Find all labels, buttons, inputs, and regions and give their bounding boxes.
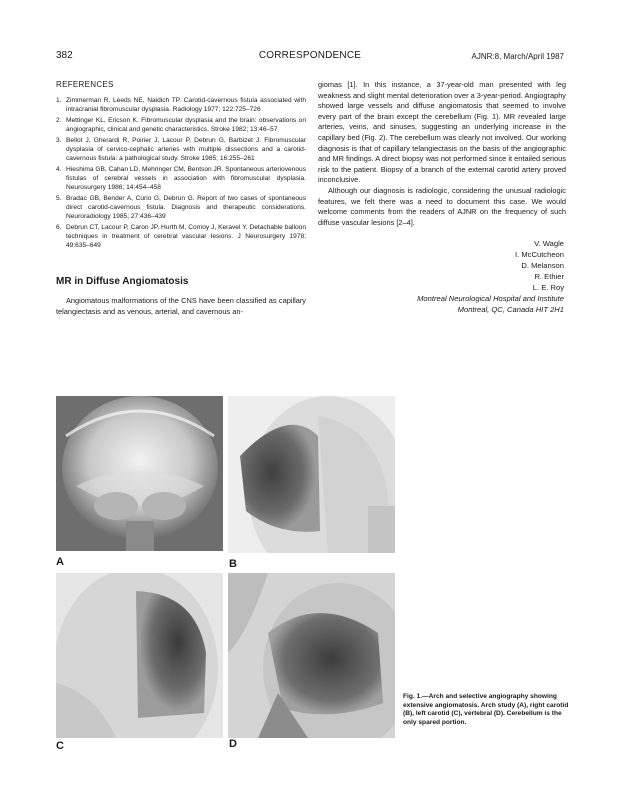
author-name: I. McCutcheon xyxy=(515,250,564,259)
angiogram-c-image xyxy=(56,573,223,738)
figure-panel-b-right-carotid xyxy=(228,396,395,553)
author-name: D. Melanson xyxy=(521,261,564,270)
author-institution: Montreal Neurological Hospital and Institute xyxy=(417,294,564,303)
reference-item: 3. Bellot J, Gherardi R, Poirier J, Lacour P, Debrun G, Barbizet J. Fibromuscular dysplasia of cervico-cephalic arteries with multiple dissections and a carotid-cavernous fistula: a pathological study. Stroke 1985; 16:255–261 xyxy=(56,137,306,162)
article-paragraph-2: Although our diagnosis is radiologic, considering the unusual radiologic features, we felt there was a need to document this case. We would welcome comments from the readers of AJNR on the frequency of such diffuse vascular lesions [2–4]. xyxy=(318,185,566,227)
author-location: Montreal, QC, Canada HIT 2H1 xyxy=(457,305,564,314)
article-paragraph-start: Angiomatous malformations of the CNS have been classified as capillary telangiectasis and as venous, arterial, and cavernous an- xyxy=(56,296,306,316)
article-right-column xyxy=(318,80,566,228)
panel-label-c: C xyxy=(56,740,64,752)
reference-item: 2. Mettinger KL, Ericson K. Fibromuscular dysplasia and the brain: observations on angiographic, clinical and genetic characteristics. Stroke 1982; 13:46–57 xyxy=(56,117,306,133)
reference-item: 5. Bradac GB, Bender A, Curio G, Debrun G. Report of two cases of spontaneous direct carotid-cavernous fistula. Diagnosis and therapeutic considerations. Neuroradiology 1985; 27:436–439 xyxy=(56,195,306,220)
panel-label-b: B xyxy=(229,558,237,570)
reference-item: 1. Zimmerman R, Leeds NE, Naidich TP. Carotid-cavernous fistula associated with intracranial fibromuscular dysplasia. Radiology 1977; 122:725–726 xyxy=(56,97,306,113)
references-heading: REFERENCES xyxy=(56,80,114,89)
figure-panel-d-vertebral xyxy=(228,573,395,738)
article-title: MR in Diffuse Angiomatosis xyxy=(56,276,189,287)
figure-caption: Fig. 1.—Arch and selective angiography showing extensive angiomatosis. Arch study (A), right carotid (B), left carotid (C), vertebral (D). Cerebellum is the only spared portion. xyxy=(403,693,569,726)
reference-item: 4. Hieshima GB, Cahan LD, Mehringer CM, Bentson JR. Spontaneous arteriovenous fistulas of cerebral vessels in association with fibromuscular dysplasia. Neurosurgery 1986; 14:454–458 xyxy=(56,166,306,191)
angiogram-b-image xyxy=(228,396,395,553)
figure-panel-a-arch-angiogram xyxy=(56,396,223,551)
panel-label-d: D xyxy=(229,738,237,750)
reference-item: 6. Debrun CT, Lacour P, Caron JP, Hurth M, Comoy J, Keravel Y. Detachable balloon techniques in treatment of cerebral vascular lesions. J Neurosurgery 1978; 49:635–649 xyxy=(56,224,306,249)
panel-label-a: A xyxy=(56,556,64,568)
references-list xyxy=(56,96,306,252)
article-paragraph-continued: giomas [1]. In this instance, a 37-year-old man presented with leg weakness and slight mental deterioration over a 3-year-period. Angiography showed large vessels and diffuse angiomatosis that seemed to involve every part of the brain except the cerebellum (Fig. 1). MR revealed large arteries, veins, and sinuses, suggesting an underlying increase in the capillary bed (Fig. 2). The cerebellum was clearly not involved. Our working diagnosis is that of capillary telangiectasis on the basis of the angiographic and MR findings. A direct biopsy was not performed since it entailed serious risk to the patient. Biopsy of a branch of the external carotid artery proved inconclusive. xyxy=(318,80,566,185)
author-block xyxy=(417,238,564,315)
angiogram-d-image xyxy=(228,573,395,738)
running-section-title: CORRESPONDENCE xyxy=(258,50,362,61)
journal-citation: AJNR:8, March/April 1987 xyxy=(471,52,564,61)
page-number: 382 xyxy=(56,50,73,61)
author-name: L. E. Roy xyxy=(532,283,564,292)
author-name: V. Wagle xyxy=(534,239,564,248)
author-name: R. Ethier xyxy=(534,272,564,281)
angiogram-a-image xyxy=(56,396,223,551)
figure-panel-c-left-carotid xyxy=(56,573,223,738)
